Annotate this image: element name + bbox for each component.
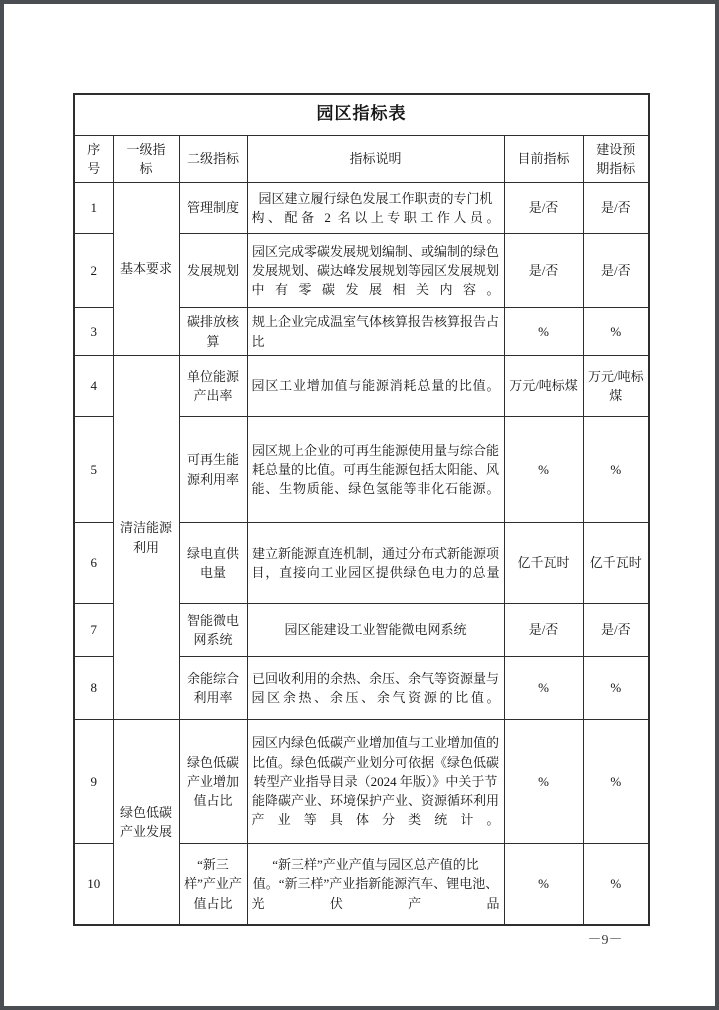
cell-expected: % [583, 657, 649, 720]
cell-expected: % [583, 308, 649, 356]
cell-current: % [504, 308, 583, 356]
cell-row-number: 5 [74, 417, 113, 523]
cell-row-number: 7 [74, 604, 113, 657]
page-number: －9－ [587, 933, 623, 948]
cell-current: 是/否 [504, 604, 583, 657]
cell-level2: 碳排放核算 [179, 308, 247, 356]
document-page [4, 4, 715, 1006]
table-row [74, 720, 649, 844]
cell-expected: 亿千瓦时 [583, 523, 649, 604]
cell-level2: 余能综合利用率 [179, 657, 247, 720]
col-header-expected: 建设预期指标 [583, 136, 649, 183]
table-header-row [74, 136, 649, 183]
table-title-row [74, 94, 649, 136]
col-header-current: 目前指标 [504, 136, 583, 183]
cell-expected: % [583, 720, 649, 844]
cell-level2: “新三样”产业产值占比 [179, 844, 247, 926]
cell-expected: % [583, 417, 649, 523]
cell-current: % [504, 417, 583, 523]
cell-description: 园区能建设工业智能微电网系统 [247, 604, 504, 657]
cell-level2: 单位能源产出率 [179, 356, 247, 417]
cell-expected: 万元/吨标煤 [583, 356, 649, 417]
cell-row-number: 9 [74, 720, 113, 844]
cell-expected: 是/否 [583, 234, 649, 308]
cell-description: 园区建立履行绿色发展工作职责的专门机构、配备 2 名以上专职工作人员。 [247, 183, 504, 234]
cell-row-number: 10 [74, 844, 113, 926]
cell-expected: % [583, 844, 649, 926]
cell-current: 万元/吨标煤 [504, 356, 583, 417]
cell-level2: 绿色低碳产业增加值占比 [179, 720, 247, 844]
cell-description: 已回收利用的余热、余压、余气等资源量与园区余热、余压、余气资源的比值。 [247, 657, 504, 720]
park-indicator-table [73, 93, 650, 926]
cell-description: “新三样”产业产值与园区总产值的比值。“新三样”产业指新能源汽车、锂电池、光伏产品 [247, 844, 504, 926]
cell-description: 园区完成零碳发展规划编制、或编制的绿色发展规划、碳达峰发展规划等园区发展规划中有零碳发展相关内容。 [247, 234, 504, 308]
table-row [74, 183, 649, 234]
cell-row-number: 3 [74, 308, 113, 356]
col-header-description: 指标说明 [247, 136, 504, 183]
cell-level2: 管理制度 [179, 183, 247, 234]
cell-description: 建立新能源直连机制，通过分布式新能源项目，直接向工业园区提供绿色电力的总量 [247, 523, 504, 604]
cell-current: 是/否 [504, 234, 583, 308]
cell-level2: 智能微电网系统 [179, 604, 247, 657]
cell-row-number: 8 [74, 657, 113, 720]
table-row [74, 356, 649, 417]
cell-level1-group: 清洁能源利用 [113, 356, 179, 720]
cell-row-number: 2 [74, 234, 113, 308]
col-header-no: 序号 [74, 136, 113, 183]
cell-expected: 是/否 [583, 604, 649, 657]
cell-level2: 绿电直供电量 [179, 523, 247, 604]
cell-current: 是/否 [504, 183, 583, 234]
cell-current: % [504, 657, 583, 720]
cell-row-number: 4 [74, 356, 113, 417]
col-header-level2: 二级指标 [179, 136, 247, 183]
cell-level1-group: 绿色低碳产业发展 [113, 720, 179, 926]
cell-description: 园区规上企业的可再生能源使用量与综合能耗总量的比值。可再生能源包括太阳能、风能、生物质能、绿色氢能等非化石能源。 [247, 417, 504, 523]
cell-current: % [504, 720, 583, 844]
cell-description: 规上企业完成温室气体核算报告核算报告占比 [247, 308, 504, 356]
cell-expected: 是/否 [583, 183, 649, 234]
col-header-level1: 一级指标 [113, 136, 179, 183]
cell-level1-group: 基本要求 [113, 183, 179, 356]
cell-row-number: 6 [74, 523, 113, 604]
cell-row-number: 1 [74, 183, 113, 234]
cell-level2: 可再生能源利用率 [179, 417, 247, 523]
table-title: 园区指标表 [74, 94, 649, 136]
cell-description: 园区内绿色低碳产业增加值与工业增加值的比值。绿色低碳产业划分可依据《绿色低碳转型产业指导目录（2024 年版）》中关于节能降碳产业、环境保护产业、资源循环利用产业等具体分类统计。 [247, 720, 504, 844]
cell-current: % [504, 844, 583, 926]
cell-description: 园区工业增加值与能源消耗总量的比值。 [247, 356, 504, 417]
cell-current: 亿千瓦时 [504, 523, 583, 604]
cell-level2: 发展规划 [179, 234, 247, 308]
